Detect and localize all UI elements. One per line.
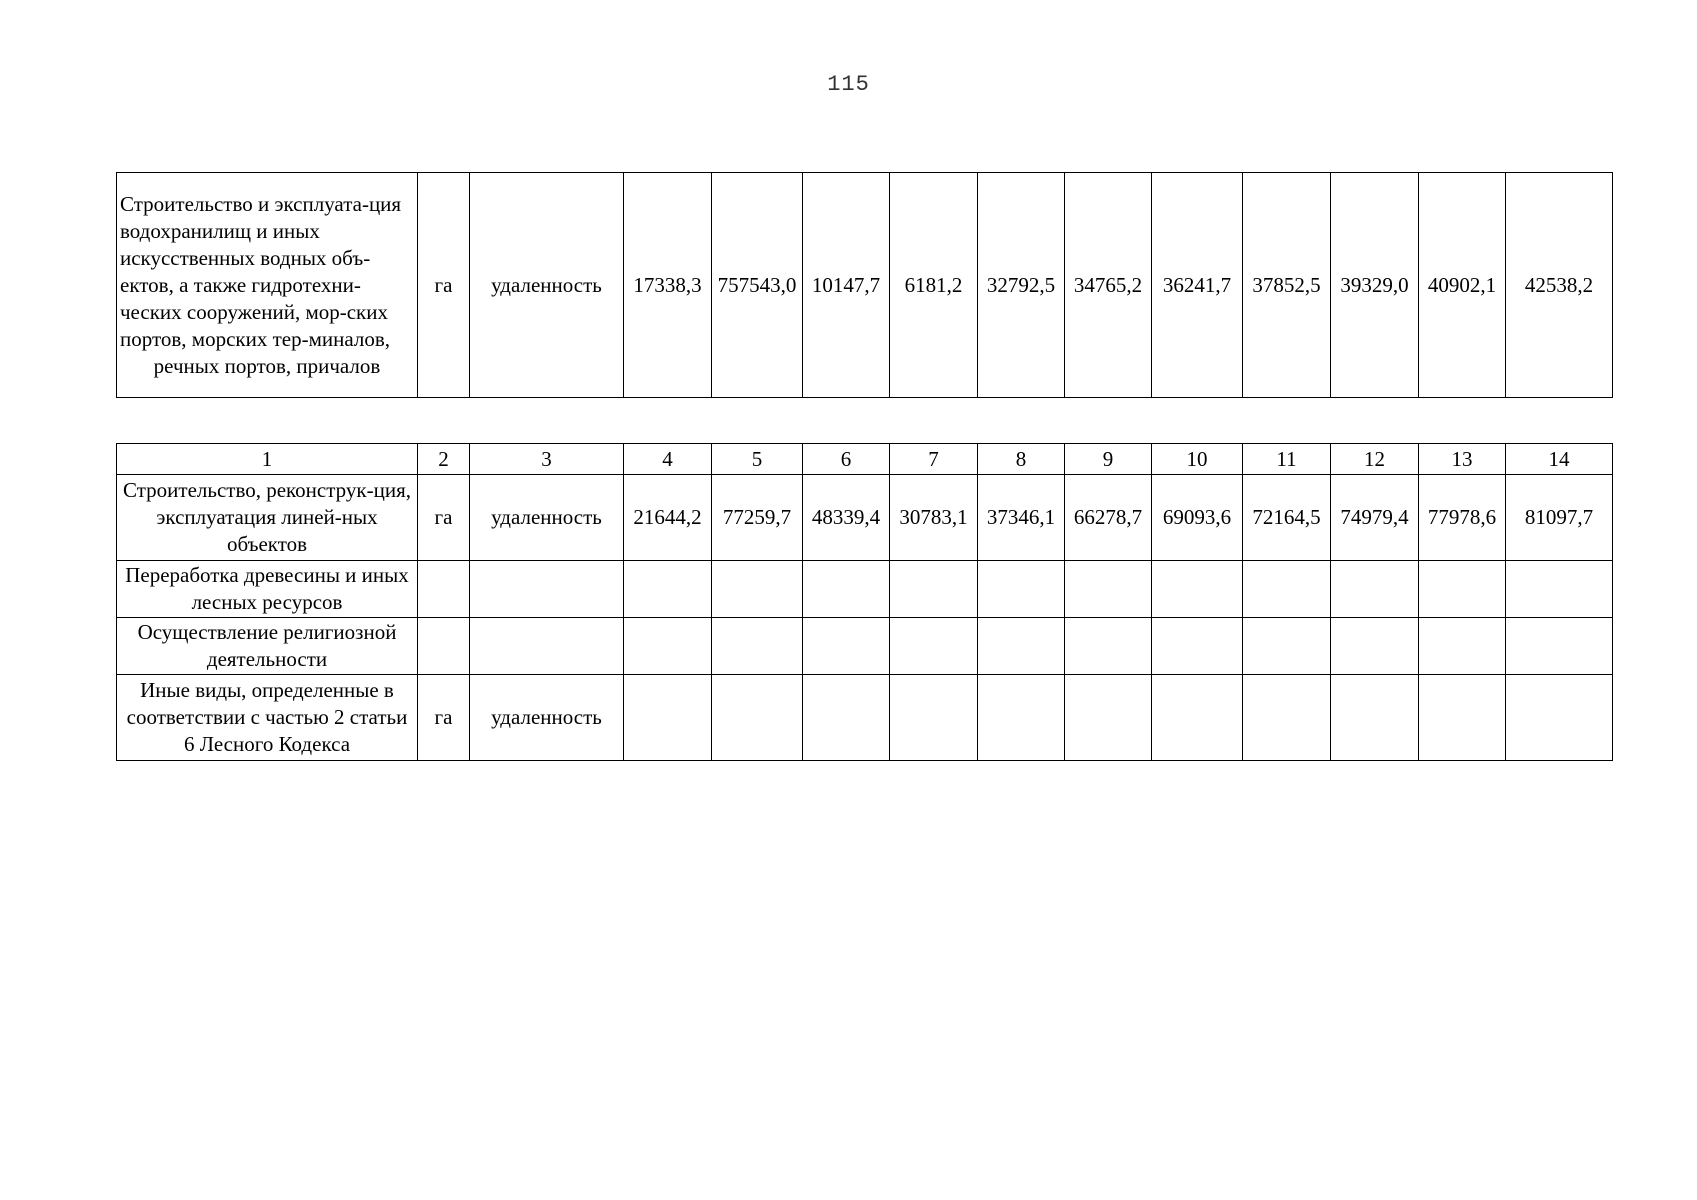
unit-cell: га — [418, 475, 470, 561]
value-cell — [1331, 618, 1419, 675]
column-number-cell: 3 — [470, 444, 624, 475]
unit-cell: га — [418, 173, 470, 398]
value-cell — [1152, 675, 1243, 761]
value-cell — [1419, 561, 1506, 618]
value-cell — [1331, 675, 1419, 761]
value-cell — [712, 618, 803, 675]
value-cell — [890, 618, 978, 675]
column-number-cell: 8 — [978, 444, 1065, 475]
value-cell — [1243, 618, 1331, 675]
row-name-cell: Осуществление религиозной деятельности — [117, 618, 418, 675]
value-cell: 42538,2 — [1506, 173, 1613, 398]
row-name-cell: Переработка древесины и иных лесных ресурсов — [117, 561, 418, 618]
table-row — [117, 561, 1613, 618]
value-cell — [1419, 675, 1506, 761]
value-cell — [803, 561, 890, 618]
value-cell — [624, 618, 712, 675]
value-cell: 72164,5 — [1243, 475, 1331, 561]
value-cell: 37346,1 — [978, 475, 1065, 561]
value-cell: 69093,6 — [1152, 475, 1243, 561]
method-cell: удаленность — [470, 675, 624, 761]
method-cell: удаленность — [470, 173, 624, 398]
value-cell: 77259,7 — [712, 475, 803, 561]
value-cell — [1152, 561, 1243, 618]
column-number-cell: 13 — [1419, 444, 1506, 475]
value-cell: 10147,7 — [803, 173, 890, 398]
column-number-cell: 11 — [1243, 444, 1331, 475]
value-cell — [978, 561, 1065, 618]
row-name-cell: Строительство, реконструк-ция, эксплуатация линей-ных объектов — [117, 475, 418, 561]
column-number-cell: 10 — [1152, 444, 1243, 475]
value-cell — [1065, 675, 1152, 761]
value-cell: 30783,1 — [890, 475, 978, 561]
value-cell: 757543,0 — [712, 173, 803, 398]
value-cell — [1243, 561, 1331, 618]
value-cell — [978, 618, 1065, 675]
column-number-cell: 4 — [624, 444, 712, 475]
value-cell — [803, 618, 890, 675]
table-row — [117, 618, 1613, 675]
value-cell: 48339,4 — [803, 475, 890, 561]
column-number-cell: 14 — [1506, 444, 1613, 475]
value-cell: 36241,7 — [1152, 173, 1243, 398]
value-cell: 81097,7 — [1506, 475, 1613, 561]
value-cell — [624, 561, 712, 618]
value-cell: 77978,6 — [1419, 475, 1506, 561]
value-cell: 37852,5 — [1243, 173, 1331, 398]
value-cell — [978, 675, 1065, 761]
value-cell: 34765,2 — [1065, 173, 1152, 398]
value-cell — [1065, 618, 1152, 675]
value-cell — [1243, 675, 1331, 761]
value-cell: 17338,3 — [624, 173, 712, 398]
method-cell — [470, 561, 624, 618]
row-name-cell: Строительство и эксплуата-ция водохранилищ и иных искусственных водных объ-ектов, а также гидротехни-ческих сооружений, мор-ских портов, морских тер-миналов, речных портов, причалов — [117, 173, 418, 398]
column-number-cell: 5 — [712, 444, 803, 475]
value-cell: 39329,0 — [1331, 173, 1419, 398]
method-cell: удаленность — [470, 475, 624, 561]
table-row — [117, 173, 1613, 398]
value-cell — [712, 561, 803, 618]
column-number-cell: 12 — [1331, 444, 1419, 475]
unit-cell — [418, 618, 470, 675]
value-cell: 40902,1 — [1419, 173, 1506, 398]
value-cell — [1419, 618, 1506, 675]
table-row — [117, 475, 1613, 561]
value-cell — [1152, 618, 1243, 675]
value-cell — [890, 561, 978, 618]
column-number-cell: 9 — [1065, 444, 1152, 475]
unit-cell — [418, 561, 470, 618]
forest-use-table — [116, 443, 1613, 761]
value-cell — [803, 675, 890, 761]
column-number-row — [117, 444, 1613, 475]
table-row — [117, 675, 1613, 761]
value-cell — [890, 675, 978, 761]
unit-cell: га — [418, 675, 470, 761]
value-cell — [1065, 561, 1152, 618]
column-number-cell: 1 — [117, 444, 418, 475]
method-cell — [470, 618, 624, 675]
column-number-cell: 6 — [803, 444, 890, 475]
value-cell — [1506, 675, 1613, 761]
value-cell — [1331, 561, 1419, 618]
value-cell — [712, 675, 803, 761]
value-cell — [1506, 618, 1613, 675]
forest-use-table-continuation — [116, 172, 1613, 398]
value-cell: 6181,2 — [890, 173, 978, 398]
page-number: 115 — [827, 72, 870, 97]
value-cell: 66278,7 — [1065, 475, 1152, 561]
column-number-cell: 2 — [418, 444, 470, 475]
value-cell: 32792,5 — [978, 173, 1065, 398]
value-cell — [624, 675, 712, 761]
value-cell: 21644,2 — [624, 475, 712, 561]
value-cell — [1506, 561, 1613, 618]
value-cell: 74979,4 — [1331, 475, 1419, 561]
row-name-cell: Иные виды, определенные в соответствии с частью 2 статьи 6 Лесного Кодекса — [117, 675, 418, 761]
column-number-cell: 7 — [890, 444, 978, 475]
